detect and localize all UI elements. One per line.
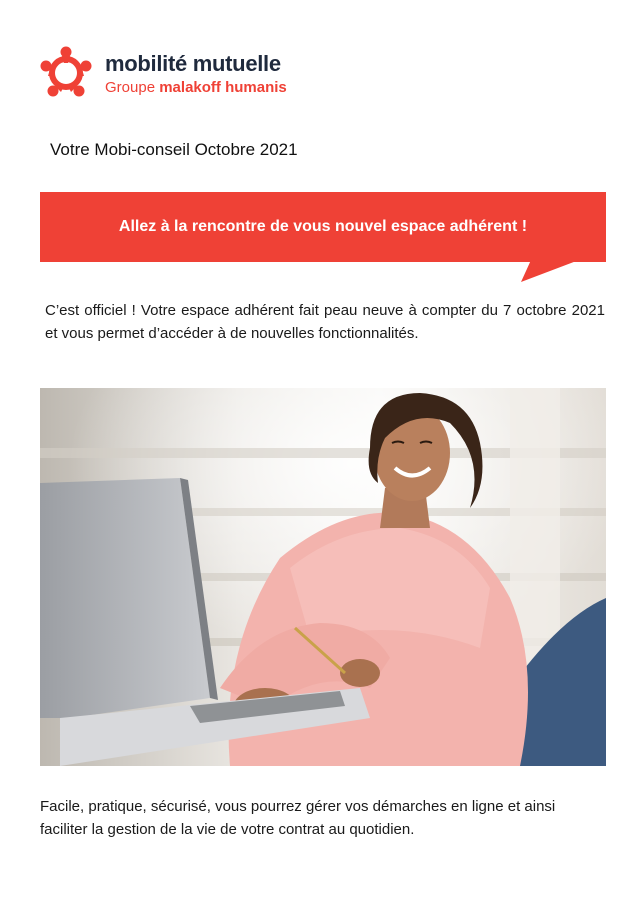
speech-bubble-tail-icon	[521, 260, 581, 282]
group-prefix: Groupe	[105, 79, 156, 96]
people-circle-logo-icon	[38, 45, 94, 101]
brand-name: mobilité mutuelle	[105, 51, 281, 76]
intro-paragraph: C’est officiel ! Votre espace adhérent fait peau neuve à compter du 7 octobre 2021 et vous permet d’accéder à de nouvelles fonctionnalités.	[45, 302, 605, 342]
brand-logo	[38, 45, 328, 105]
group-name: malakoff humanis	[159, 79, 287, 96]
issue-title: Votre Mobi-conseil Octobre 2021	[50, 140, 298, 159]
group-tagline	[105, 79, 287, 96]
woman-using-laptop-photo	[40, 388, 606, 766]
outro-paragraph: Facile, pratique, sécurisé, vous pourrez gérer vos démarches en ligne et ainsi faciliter la gestion de la vie de votre contrat au quotidien.	[40, 798, 556, 838]
headline-banner	[40, 192, 606, 262]
banner-text: Allez à la rencontre de vous nouvel espace adhérent !	[118, 218, 528, 235]
